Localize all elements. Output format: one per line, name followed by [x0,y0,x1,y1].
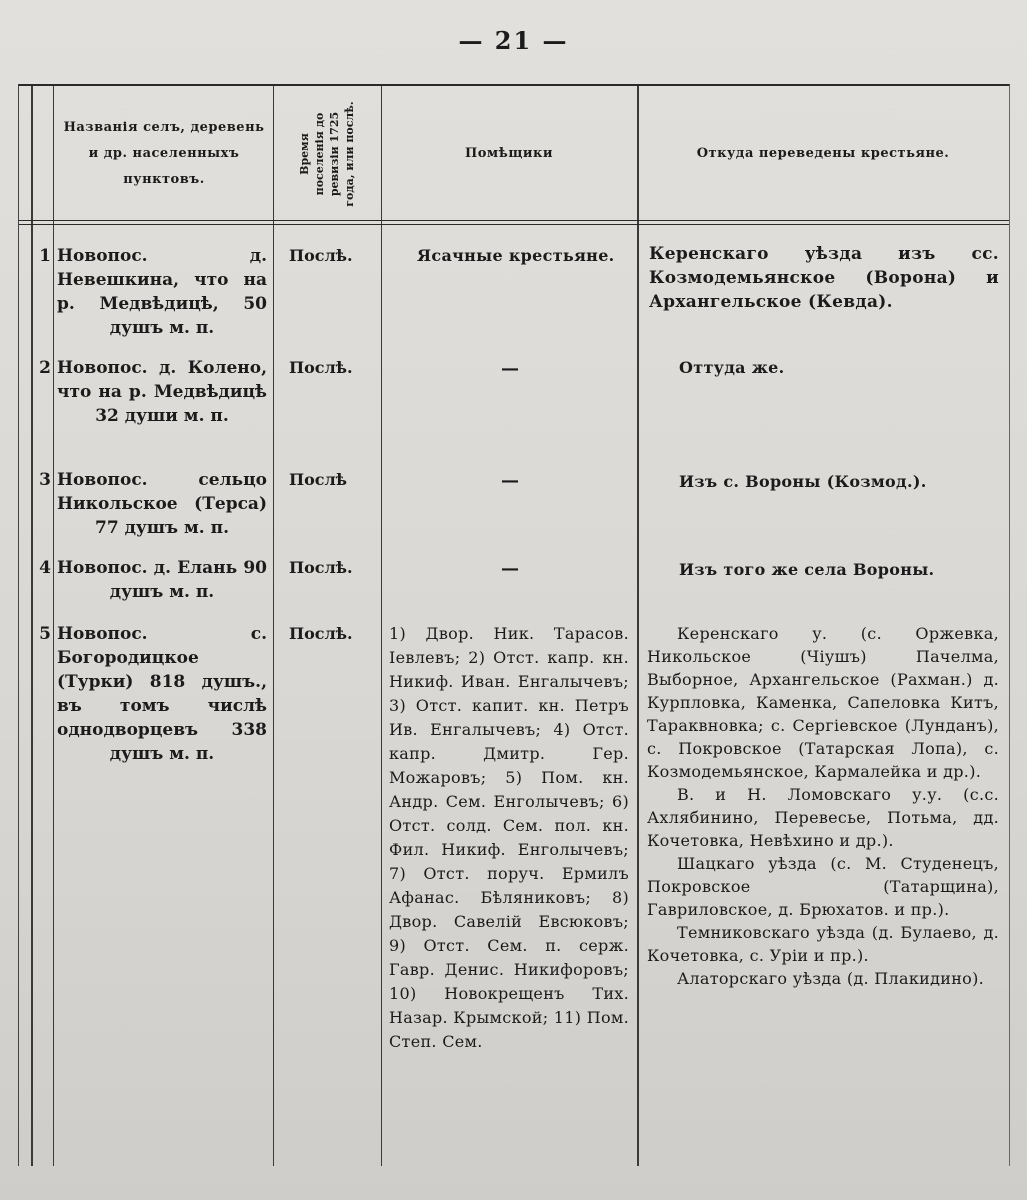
origin-entry: Алаторскаго уѣзда (д. Плакидино). [677,969,985,988]
owners: 1) Двор. Ник. Тарасов. Іевлевъ; 2) Отст. капр. кн. Никиф. Иван. Енгалычевъ; 3) Отст. капит. кн. Петръ Ив. Енгалычевъ; 4) Отст. капр. Дмитр. Гер. Можаровъ; 5) Пом. кн. Андр. Сем. Енголычевъ; 6) Отст. солд. Сем. пол. кн. Фил. Никиф. Енголычевъ; 7) Отст. поруч. Ермилъ Афанас. Бѣляниковъ; 8) Двор. Савелій Евсюковъ; 9) Отст. Сем. п. серж. Гавр. Денис. Никифоровъ; 10) Новокрещенъ Тих. Назар. Крымской; 11) Пом. Степ. Сем. [389,624,630,1051]
origin-entry: Темниковскаго уѣзда (д. Булаево, д. Кочетовка, с. Уріи и пр.). [647,923,999,965]
settlement-time: Послѣ. [289,624,353,643]
origin: Изъ того же села Вороны. [679,560,935,579]
row-number: 2 [39,358,51,378]
settlement-name: Новопос. д. Невешкина, что на р. Медвѣдицѣ, 50 душъ м. п. [57,246,267,338]
column-header-owners [382,86,636,222]
origin: Оттуда же. [679,358,785,377]
owners: — [501,558,519,579]
column-header-name [57,86,271,222]
row-number: 4 [39,558,51,578]
settlement-time: Послѣ. [289,246,353,265]
settlement-time: Послѣ. [289,358,353,377]
settlement-name: Новопос. с. Богородицкое (Турки) 818 душъ., въ томъ числѣ однодворцевъ 338 душъ м. п. [57,624,267,764]
origin: Керенскаго уѣзда изъ сс. Козмодемьянское (Ворона) и Архангельское (Кевда). [649,244,999,312]
origin-entry: В. и Н. Ломовскаго у.у. (с.с. Ахлябинино, Перевесье, Потьма, дд. Кочетовка, Невѣхино и др.). [647,785,999,850]
header-rule [19,224,1009,225]
table-rule [53,86,54,1166]
settlement-name: Новопос. д. Колено, что на р. Медвѣдицѣ 32 души м. п. [57,358,267,426]
table-rule [273,86,274,1166]
column-header-time-text: Время поселенія до ревизіи 1725 года, или послѣ. [298,101,356,207]
column-header-origin-text: Откуда переведены крестьяне. [696,146,950,161]
row-number: 3 [39,470,51,490]
table-rule [637,86,639,1166]
owners: — [501,470,519,491]
settlement-name: Новопос. д. Елань 90 душъ м. п. [57,558,267,602]
settlement-time: Послѣ [289,470,348,489]
row-number: 1 [39,246,51,266]
owners: — [501,358,519,379]
table-rule [381,86,382,1166]
settlement-time: Послѣ. [289,558,353,577]
origin: Изъ с. Вороны (Козмод.). [679,472,927,491]
settlement-name: Новопос. сельцо Никольское (Терса) 77 душъ м. п. [57,470,267,538]
page-number: — 21 — [458,26,569,55]
settlements-table [18,84,1010,1166]
column-header-time [274,86,380,222]
column-header-name-text: Названія селъ, деревень и др. населенныхъ пунктовъ. [63,120,265,187]
column-header-origin [639,86,1007,222]
origin-entry: Керенскаго у. (с. Оржевка, Никольское (Чіушъ) Пачелма, Выборное, Архангельское (Рахман.) д. Курпловка, Каменка, Сапеловка Китъ, Тараквновка; с. Сергіевское (Лунданъ), с. Покровское (Татарская Лопа), с. Козмодемьянское, Кармалейка и др.). [647,624,999,781]
owners: Ясачные крестьяне. [417,246,615,265]
origin-entry: Шацкаго уѣзда (с. М. Студенецъ, Покровское (Татарщина), Гавриловское, д. Брюхатов. и пр.). [647,854,999,919]
origin-list [647,622,999,990]
column-header-owners-text: Помѣщики [464,146,554,161]
row-number: 5 [39,624,51,644]
